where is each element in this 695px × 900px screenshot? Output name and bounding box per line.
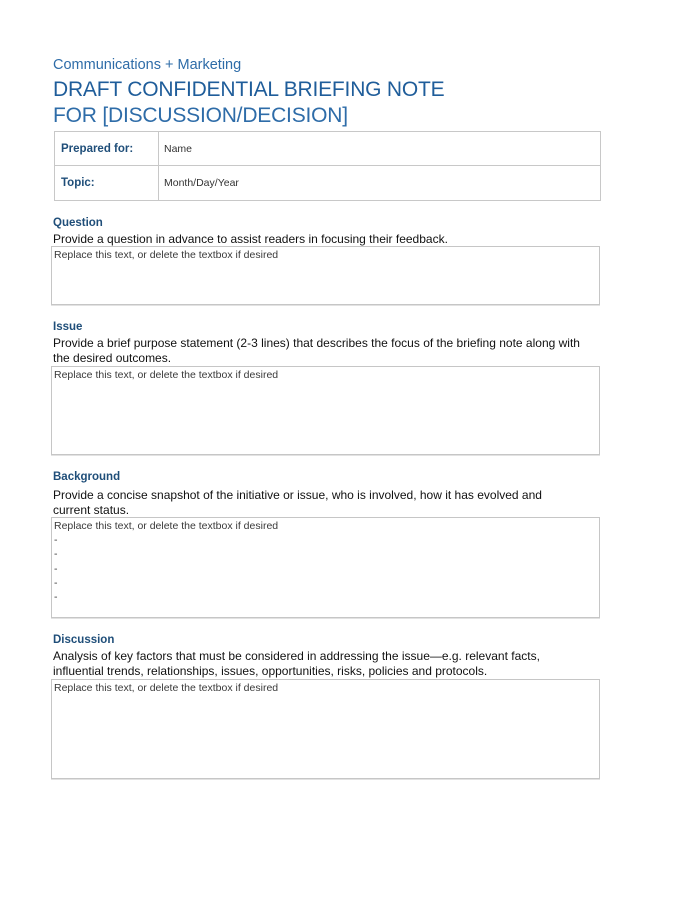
bullet-dash: - (54, 548, 58, 561)
bullet-dash: - (54, 534, 58, 547)
textbox-placeholder: Replace this text, or delete the textbox if desired (54, 520, 279, 532)
textbox-placeholder: Replace this text, or delete the textbox if desired (54, 369, 279, 381)
meta-row-topic (55, 166, 600, 200)
document-subtitle: FOR [DISCUSSION/DECISION] (53, 104, 348, 127)
department-label: Communications + Marketing (53, 57, 242, 73)
discussion-textbox[interactable] (51, 679, 600, 779)
section-heading-background: Background (53, 471, 121, 483)
section-heading-question: Question (53, 217, 103, 229)
meta-label: Topic: (55, 166, 159, 200)
background-textbox[interactable] (51, 517, 600, 618)
bullet-dash: - (54, 576, 58, 589)
section-description-discussion: Analysis of key factors that must be considered in addressing the issue—e.g. relevant facts, influential trends, relationships, issues, opportunities, risks, policies and protocols. (53, 649, 540, 678)
bullet-dash: - (54, 591, 58, 604)
textbox-placeholder: Replace this text, or delete the textbox if desired (54, 249, 279, 261)
textbox-placeholder: Replace this text, or delete the textbox if desired (54, 682, 279, 694)
section-description-question: Provide a question in advance to assist readers in focusing their feedback. (53, 232, 448, 246)
prepared-for-field[interactable]: Name (164, 142, 193, 155)
meta-label: Prepared for: (55, 132, 159, 165)
issue-textbox[interactable] (51, 366, 600, 455)
document-title: DRAFT CONFIDENTIAL BRIEFING NOTE (53, 78, 445, 101)
meta-row-prepared-for (55, 132, 600, 166)
topic-field[interactable]: Month/Day/Year (164, 177, 239, 189)
question-textbox[interactable] (51, 246, 600, 305)
meta-table (54, 131, 601, 201)
section-heading-issue: Issue (53, 321, 83, 333)
section-heading-discussion: Discussion (53, 634, 115, 646)
section-description-background: Provide a concise snapshot of the initiative or issue, who is involved, how it has evolved and current status. (53, 488, 542, 517)
bullet-dash: - (54, 562, 58, 575)
section-description-issue: Provide a brief purpose statement (2-3 lines) that describes the focus of the briefing note along with the desired outcomes. (53, 336, 580, 365)
